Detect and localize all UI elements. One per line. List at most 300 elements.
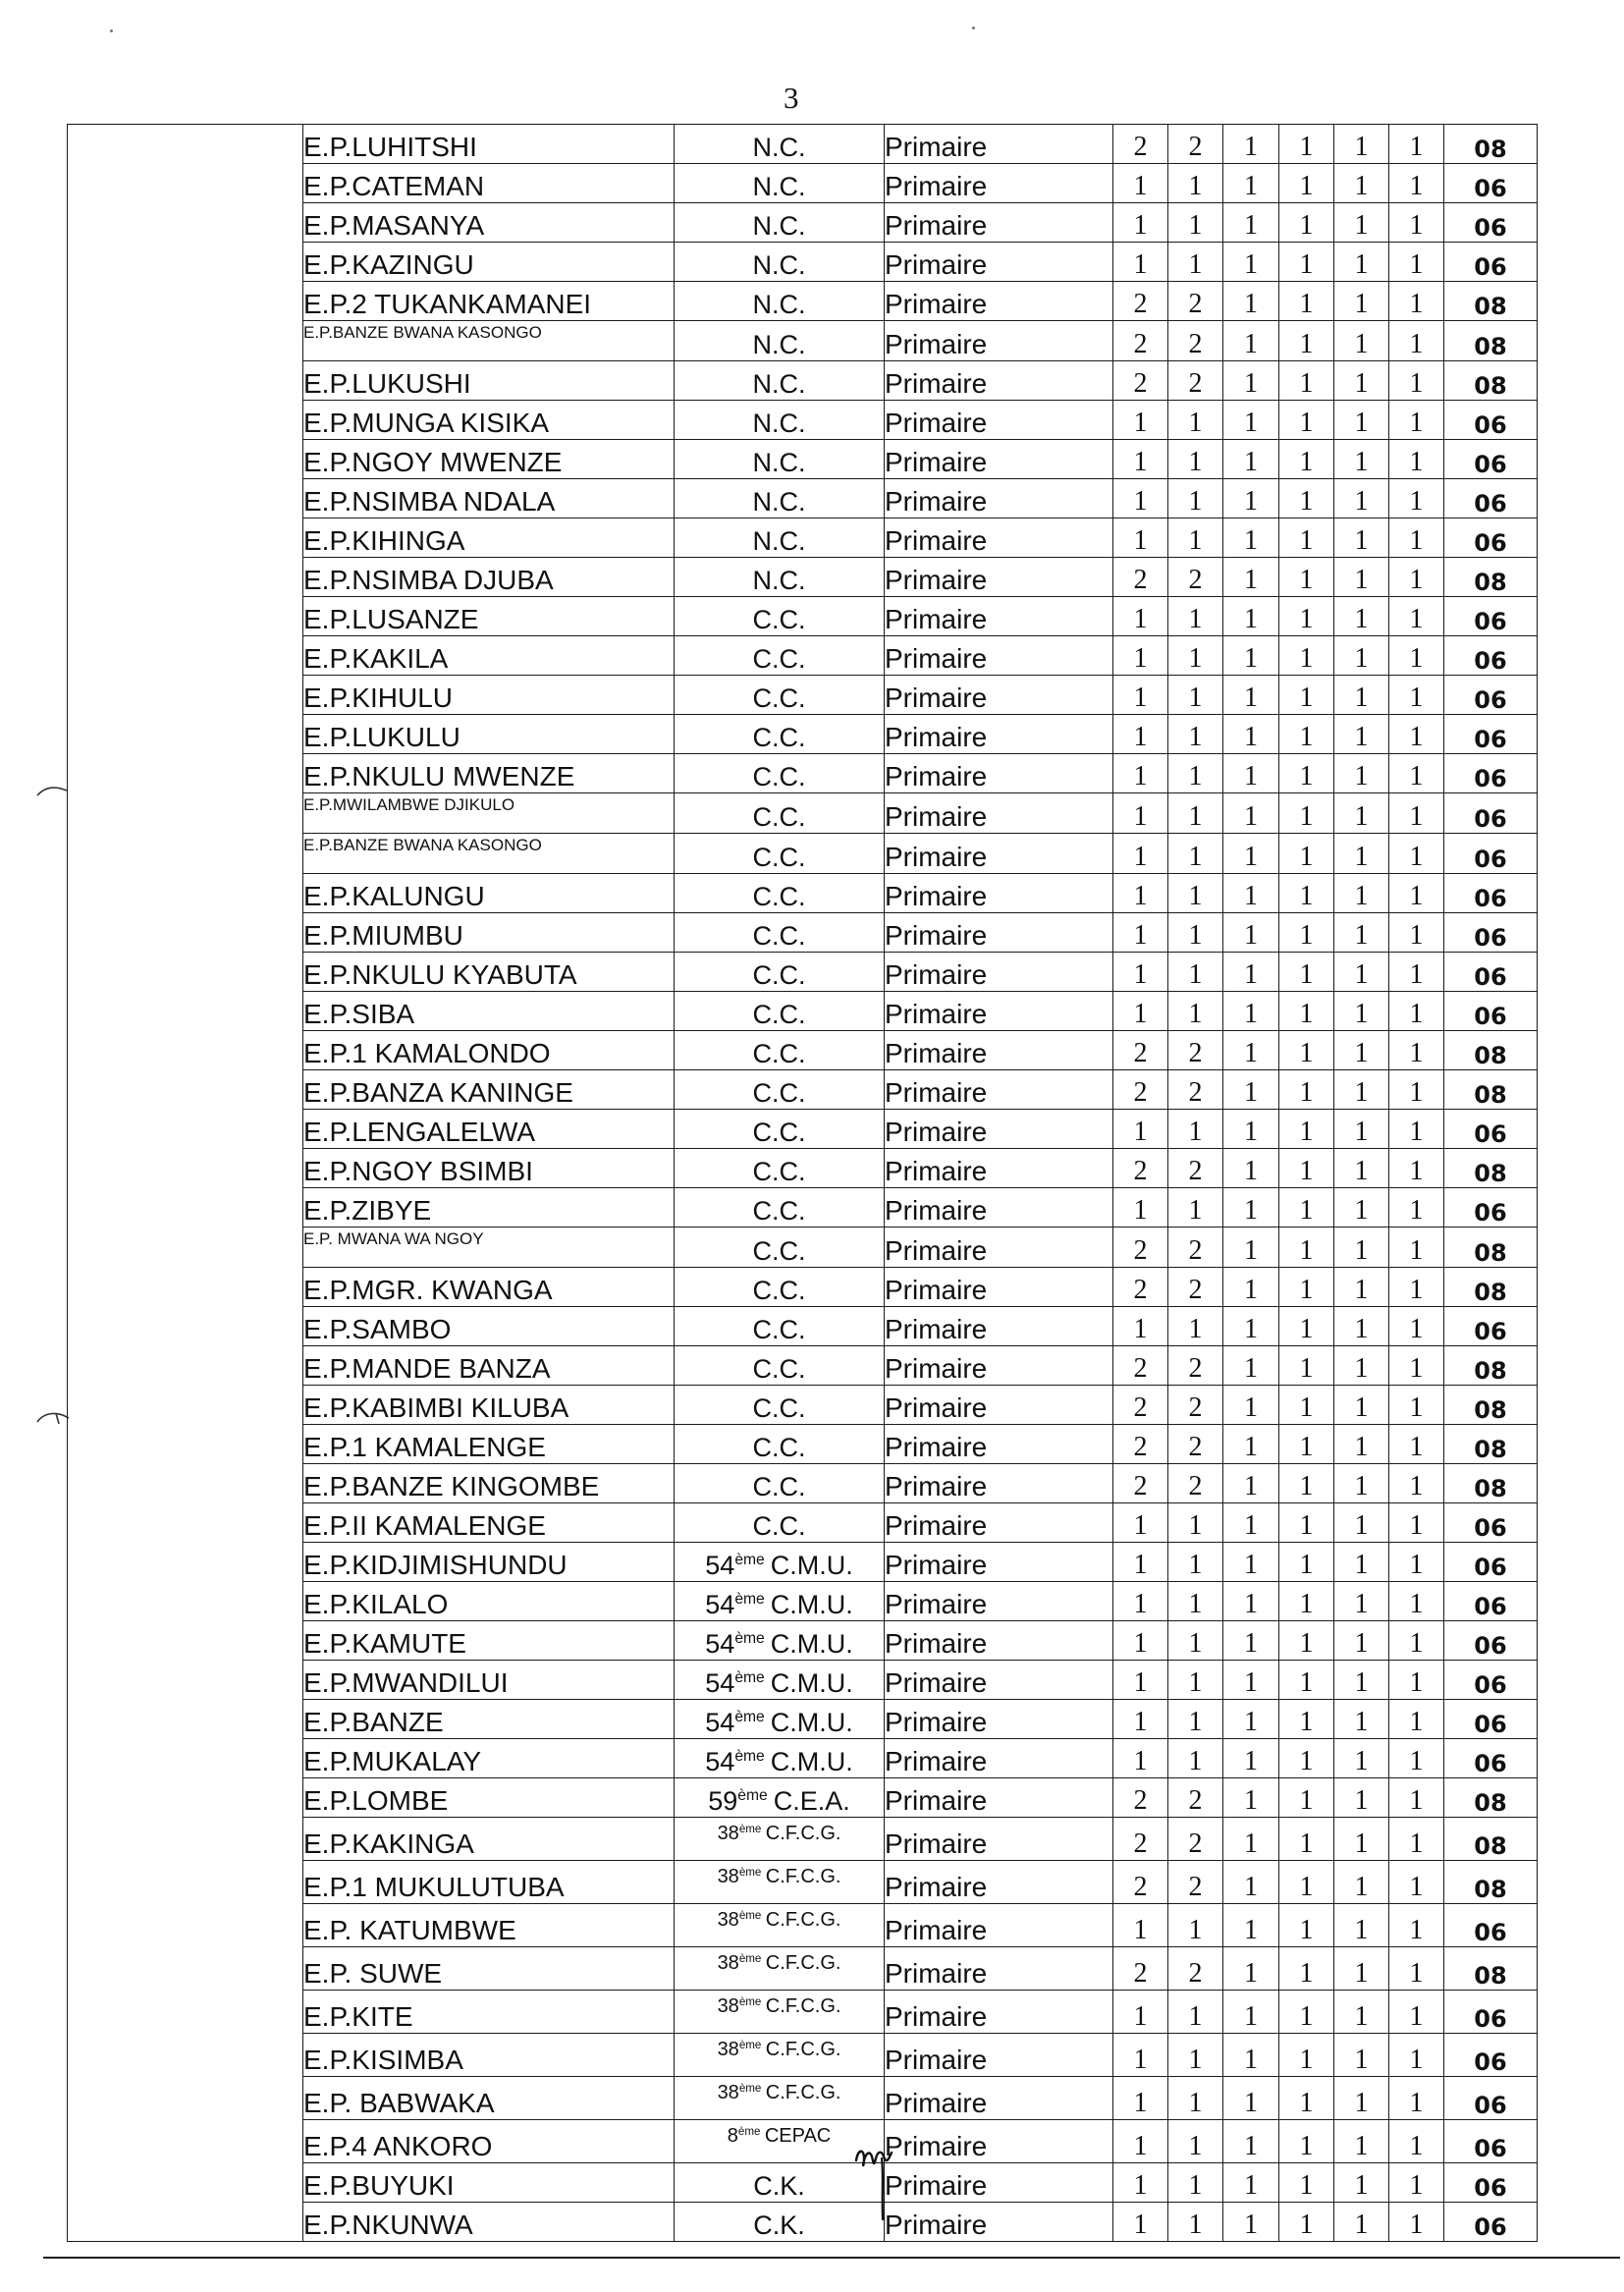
count-cell: 1 — [1113, 1904, 1168, 1947]
level-cell: Primaire — [885, 597, 1113, 636]
level-cell: Primaire — [885, 164, 1113, 203]
count-cell: 1 — [1334, 2077, 1389, 2120]
count-cell: 1 — [1389, 1778, 1444, 1818]
count-cell: 1 — [1389, 913, 1444, 953]
count-cell: 1 — [1334, 125, 1389, 164]
code-name: C.C. — [752, 605, 806, 634]
count-cell: 2 — [1113, 1818, 1168, 1861]
count-cell: 1 — [1223, 2077, 1279, 2120]
count-cell: 1 — [1168, 1503, 1223, 1543]
count-cell: 1 — [1223, 913, 1279, 953]
school-name-cell: E.P.KAMUTE — [303, 1621, 675, 1661]
code-name: N.C. — [752, 526, 806, 556]
count-cell: 1 — [1168, 1700, 1223, 1739]
count-cell: 1 — [1168, 953, 1223, 992]
code-name: C.C. — [752, 921, 806, 951]
total-cell: 08 — [1444, 1464, 1538, 1503]
level-cell: Primaire — [885, 834, 1113, 874]
count-cell: 1 — [1279, 992, 1334, 1031]
total-cell: 08 — [1444, 1228, 1538, 1268]
count-cell: 1 — [1279, 1818, 1334, 1861]
count-cell: 1 — [1113, 676, 1168, 715]
count-cell: 2 — [1113, 321, 1168, 361]
school-name-cell: E.P.SAMBO — [303, 1307, 675, 1346]
count-cell: 1 — [1389, 953, 1444, 992]
code-ordinal-superscript: ème — [734, 1669, 765, 1687]
total-cell: 08 — [1444, 282, 1538, 321]
count-cell: 1 — [1334, 597, 1389, 636]
count-cell: 2 — [1168, 361, 1223, 401]
code-name: C.C. — [752, 1472, 806, 1501]
code-name: C.C. — [752, 843, 806, 872]
page-number: 3 — [784, 81, 799, 115]
count-cell: 2 — [1168, 1268, 1223, 1307]
count-cell: 1 — [1334, 992, 1389, 1031]
count-cell: 1 — [1279, 1346, 1334, 1386]
total-cell: 08 — [1444, 1861, 1538, 1904]
organization-code-cell — [675, 2077, 885, 2120]
level-cell: Primaire — [885, 1904, 1113, 1947]
code-ordinal-superscript: ème — [734, 1709, 765, 1726]
total-cell: 08 — [1444, 558, 1538, 597]
code-name: C.M.U. — [770, 1590, 853, 1619]
table-body — [68, 125, 1538, 2242]
count-cell: 2 — [1168, 1070, 1223, 1110]
level-cell: Primaire — [885, 636, 1113, 676]
count-cell: 1 — [1168, 2163, 1223, 2203]
count-cell: 1 — [1168, 440, 1223, 479]
organization-code-cell — [675, 1228, 885, 1268]
school-name-cell: E.P. SUWE — [303, 1947, 675, 1991]
count-cell: 1 — [1223, 1991, 1279, 2034]
count-cell: 1 — [1389, 1661, 1444, 1700]
count-cell: 1 — [1279, 1661, 1334, 1700]
count-cell: 1 — [1389, 518, 1444, 558]
code-name: N.C. — [752, 250, 806, 280]
organization-code-cell — [675, 243, 885, 282]
code-name: C.C. — [752, 960, 806, 990]
total-cell: 06 — [1444, 440, 1538, 479]
count-cell: 1 — [1113, 1110, 1168, 1149]
count-cell: 1 — [1279, 636, 1334, 676]
level-cell: Primaire — [885, 953, 1113, 992]
count-cell: 1 — [1279, 1904, 1334, 1947]
total-cell: 06 — [1444, 2120, 1538, 2163]
level-cell: Primaire — [885, 2120, 1113, 2163]
count-cell: 1 — [1279, 1543, 1334, 1582]
count-cell: 2 — [1168, 1346, 1223, 1386]
organization-code-cell — [675, 715, 885, 754]
count-cell: 1 — [1334, 754, 1389, 793]
school-name-cell: E.P.MUNGA KISIKA — [303, 401, 675, 440]
count-cell: 1 — [1168, 2077, 1223, 2120]
count-cell: 1 — [1223, 1346, 1279, 1386]
count-cell: 2 — [1113, 125, 1168, 164]
count-cell: 1 — [1334, 558, 1389, 597]
count-cell: 1 — [1223, 754, 1279, 793]
organization-code-cell — [675, 440, 885, 479]
school-name-cell: E.P.MUKALAY — [303, 1739, 675, 1778]
count-cell: 1 — [1223, 2203, 1279, 2242]
count-cell: 1 — [1223, 676, 1279, 715]
level-cell: Primaire — [885, 992, 1113, 1031]
count-cell: 1 — [1223, 2120, 1279, 2163]
count-cell: 1 — [1223, 636, 1279, 676]
count-cell: 1 — [1279, 2203, 1334, 2242]
organization-code-cell — [675, 992, 885, 1031]
count-cell: 1 — [1279, 1582, 1334, 1621]
level-cell: Primaire — [885, 1268, 1113, 1307]
code-name: C.C. — [752, 1039, 806, 1068]
count-cell: 1 — [1389, 1621, 1444, 1661]
organization-code-cell — [675, 1861, 885, 1904]
code-ordinal-superscript: ème — [738, 1822, 762, 1835]
count-cell: 1 — [1113, 518, 1168, 558]
code-name: C.F.C.G. — [765, 1952, 841, 1974]
total-cell: 06 — [1444, 913, 1538, 953]
count-cell: 1 — [1113, 2203, 1168, 2242]
organization-code-cell — [675, 479, 885, 518]
total-cell: 06 — [1444, 597, 1538, 636]
count-cell: 1 — [1389, 1425, 1444, 1464]
level-cell: Primaire — [885, 401, 1113, 440]
school-name-cell: E.P.LUKUSHI — [303, 361, 675, 401]
count-cell: 1 — [1113, 793, 1168, 834]
level-cell: Primaire — [885, 1307, 1113, 1346]
count-cell: 1 — [1389, 164, 1444, 203]
count-cell: 1 — [1168, 1543, 1223, 1582]
school-name-cell: E.P.LUKULU — [303, 715, 675, 754]
total-cell: 08 — [1444, 1818, 1538, 1861]
signature-mark — [850, 2141, 911, 2223]
total-cell: 06 — [1444, 1188, 1538, 1228]
bottom-rule — [43, 2257, 1620, 2259]
count-cell: 1 — [1279, 1464, 1334, 1503]
count-cell: 1 — [1334, 1031, 1389, 1070]
count-cell: 1 — [1334, 676, 1389, 715]
count-cell: 1 — [1334, 321, 1389, 361]
count-cell: 1 — [1279, 953, 1334, 992]
total-cell: 06 — [1444, 874, 1538, 913]
count-cell: 1 — [1113, 874, 1168, 913]
code-number: 38 — [717, 2039, 739, 2060]
organization-code-cell — [675, 1991, 885, 2034]
count-cell: 1 — [1223, 203, 1279, 243]
count-cell: 1 — [1223, 361, 1279, 401]
count-cell: 1 — [1168, 2120, 1223, 2163]
count-cell: 1 — [1389, 676, 1444, 715]
organization-code-cell — [675, 1739, 885, 1778]
code-name: C.C. — [752, 1393, 806, 1423]
count-cell: 2 — [1168, 558, 1223, 597]
count-cell: 2 — [1113, 1425, 1168, 1464]
count-cell: 1 — [1168, 1307, 1223, 1346]
count-cell: 1 — [1279, 2120, 1334, 2163]
count-cell: 1 — [1113, 715, 1168, 754]
code-name: C.C. — [752, 762, 806, 791]
count-cell: 2 — [1168, 1149, 1223, 1188]
organization-code-cell — [675, 1307, 885, 1346]
school-name-cell: E.P. KATUMBWE — [303, 1904, 675, 1947]
scan-speck — [972, 27, 975, 29]
count-cell: 1 — [1389, 597, 1444, 636]
count-cell: 1 — [1223, 558, 1279, 597]
count-cell: 1 — [1334, 1268, 1389, 1307]
count-cell: 1 — [1389, 1904, 1444, 1947]
count-cell: 1 — [1113, 203, 1168, 243]
school-name-cell: E.P.NGOY BSIMBI — [303, 1149, 675, 1188]
school-name-cell: E.P.NSIMBA DJUBA — [303, 558, 675, 597]
school-name-cell: E.P.KABIMBI KILUBA — [303, 1386, 675, 1425]
level-cell: Primaire — [885, 203, 1113, 243]
total-cell: 08 — [1444, 1947, 1538, 1991]
level-cell: Primaire — [885, 321, 1113, 361]
count-cell: 1 — [1389, 1991, 1444, 2034]
count-cell: 1 — [1389, 1861, 1444, 1904]
level-cell: Primaire — [885, 125, 1113, 164]
count-cell: 2 — [1168, 282, 1223, 321]
school-name-cell: E.P.KIHINGA — [303, 518, 675, 558]
count-cell: 1 — [1223, 1904, 1279, 1947]
count-cell: 1 — [1279, 597, 1334, 636]
school-name-cell: E.P.KALUNGU — [303, 874, 675, 913]
organization-code-cell — [675, 164, 885, 203]
count-cell: 2 — [1168, 1778, 1223, 1818]
count-cell: 1 — [1389, 874, 1444, 913]
count-cell: 1 — [1113, 1582, 1168, 1621]
school-name-cell: E.P.MIUMBU — [303, 913, 675, 953]
count-cell: 1 — [1168, 676, 1223, 715]
level-cell: Primaire — [885, 243, 1113, 282]
count-cell: 1 — [1113, 1503, 1168, 1543]
organization-code-cell — [675, 874, 885, 913]
count-cell: 2 — [1113, 361, 1168, 401]
code-name: C.F.C.G. — [765, 1866, 841, 1887]
school-name-cell: E.P.KIDJIMISHUNDU — [303, 1543, 675, 1582]
level-cell: Primaire — [885, 2077, 1113, 2120]
level-cell: Primaire — [885, 282, 1113, 321]
count-cell: 1 — [1279, 834, 1334, 874]
total-cell: 08 — [1444, 1149, 1538, 1188]
total-cell: 06 — [1444, 203, 1538, 243]
count-cell: 1 — [1279, 754, 1334, 793]
count-cell: 2 — [1113, 1228, 1168, 1268]
count-cell: 2 — [1168, 1818, 1223, 1861]
level-cell: Primaire — [885, 361, 1113, 401]
code-name: C.M.U. — [770, 1747, 853, 1776]
count-cell: 1 — [1223, 1818, 1279, 1861]
count-cell: 1 — [1279, 1991, 1334, 2034]
code-name: N.C. — [752, 369, 806, 399]
count-cell: 1 — [1389, 203, 1444, 243]
count-cell: 1 — [1334, 1621, 1389, 1661]
scan-speck — [110, 29, 113, 32]
count-cell: 1 — [1334, 2034, 1389, 2077]
count-cell: 1 — [1389, 558, 1444, 597]
level-cell: Primaire — [885, 1070, 1113, 1110]
code-name: C.C. — [752, 1118, 806, 1147]
school-name-cell: E.P.II KAMALENGE — [303, 1503, 675, 1543]
count-cell: 2 — [1113, 1386, 1168, 1425]
count-cell: 1 — [1334, 636, 1389, 676]
count-cell: 1 — [1223, 2163, 1279, 2203]
count-cell: 1 — [1223, 1307, 1279, 1346]
count-cell: 1 — [1279, 2077, 1334, 2120]
count-cell: 1 — [1279, 1110, 1334, 1149]
count-cell: 1 — [1223, 321, 1279, 361]
code-name: C.F.C.G. — [765, 2082, 841, 2103]
code-name: C.C. — [752, 1078, 806, 1108]
count-cell: 1 — [1334, 1543, 1389, 1582]
count-cell: 1 — [1113, 992, 1168, 1031]
count-cell: 2 — [1113, 1947, 1168, 1991]
level-cell: Primaire — [885, 754, 1113, 793]
count-cell: 1 — [1223, 715, 1279, 754]
code-number: 54 — [705, 1551, 735, 1580]
total-cell: 06 — [1444, 479, 1538, 518]
count-cell: 1 — [1223, 953, 1279, 992]
count-cell: 1 — [1223, 164, 1279, 203]
count-cell: 1 — [1223, 1188, 1279, 1228]
count-cell: 1 — [1279, 203, 1334, 243]
count-cell: 1 — [1279, 1031, 1334, 1070]
school-name-cell: E.P.NGOY MWENZE — [303, 440, 675, 479]
count-cell: 1 — [1223, 479, 1279, 518]
total-cell: 06 — [1444, 518, 1538, 558]
total-cell: 06 — [1444, 953, 1538, 992]
code-ordinal-superscript: ème — [738, 1994, 762, 2008]
code-name: C.C. — [752, 882, 806, 911]
count-cell: 1 — [1113, 1188, 1168, 1228]
total-cell: 06 — [1444, 1904, 1538, 1947]
count-cell: 1 — [1334, 834, 1389, 874]
school-name-cell: E.P.MWILAMBWE DJIKULO — [303, 793, 675, 834]
organization-code-cell — [675, 1386, 885, 1425]
total-cell: 08 — [1444, 1386, 1538, 1425]
school-name-cell: E.P.BANZE KINGOMBE — [303, 1464, 675, 1503]
organization-code-cell — [675, 1346, 885, 1386]
school-name-cell: E.P.LUSANZE — [303, 597, 675, 636]
count-cell: 1 — [1168, 401, 1223, 440]
code-name: N.C. — [752, 211, 806, 241]
count-cell: 1 — [1168, 597, 1223, 636]
code-name: N.C. — [752, 133, 806, 162]
count-cell: 1 — [1279, 1149, 1334, 1188]
school-name-cell: E.P.LENGALELWA — [303, 1110, 675, 1149]
code-name: C.M.U. — [770, 1668, 853, 1698]
count-cell: 1 — [1334, 282, 1389, 321]
count-cell: 1 — [1389, 1543, 1444, 1582]
code-name: C.F.C.G. — [765, 1909, 841, 1931]
level-cell: Primaire — [885, 1346, 1113, 1386]
level-cell: Primaire — [885, 1582, 1113, 1621]
code-name: CEPAC — [764, 2125, 832, 2147]
organization-code-cell — [675, 1110, 885, 1149]
count-cell: 1 — [1334, 1778, 1389, 1818]
level-cell: Primaire — [885, 2163, 1113, 2203]
count-cell: 1 — [1223, 874, 1279, 913]
count-cell: 2 — [1168, 1464, 1223, 1503]
total-cell: 06 — [1444, 1110, 1538, 1149]
total-cell: 06 — [1444, 2203, 1538, 2242]
organization-code-cell — [675, 676, 885, 715]
count-cell: 2 — [1168, 1425, 1223, 1464]
count-cell: 1 — [1113, 1307, 1168, 1346]
code-name: N.C. — [752, 330, 806, 359]
level-cell: Primaire — [885, 715, 1113, 754]
code-number: 54 — [705, 1668, 735, 1698]
count-cell: 1 — [1279, 1861, 1334, 1904]
count-cell: 1 — [1279, 440, 1334, 479]
level-cell: Primaire — [885, 1503, 1113, 1543]
count-cell: 1 — [1389, 401, 1444, 440]
count-cell: 1 — [1113, 1991, 1168, 2034]
count-cell: 1 — [1113, 1700, 1168, 1739]
level-cell: Primaire — [885, 2034, 1113, 2077]
count-cell: 1 — [1389, 1503, 1444, 1543]
count-cell: 1 — [1279, 401, 1334, 440]
total-cell: 06 — [1444, 1661, 1538, 1700]
count-cell: 1 — [1168, 793, 1223, 834]
count-cell: 1 — [1389, 1346, 1444, 1386]
schools-table — [67, 124, 1538, 2242]
level-cell: Primaire — [885, 518, 1113, 558]
count-cell: 1 — [1389, 125, 1444, 164]
count-cell: 1 — [1168, 164, 1223, 203]
organization-code-cell — [675, 834, 885, 874]
total-cell: 06 — [1444, 401, 1538, 440]
count-cell: 1 — [1389, 479, 1444, 518]
count-cell: 1 — [1389, 1739, 1444, 1778]
organization-code-cell — [675, 1031, 885, 1070]
total-cell: 06 — [1444, 2077, 1538, 2120]
organization-code-cell — [675, 1778, 885, 1818]
level-cell: Primaire — [885, 1947, 1113, 1991]
count-cell: 1 — [1168, 754, 1223, 793]
organization-code-cell — [675, 1947, 885, 1991]
organization-code-cell — [675, 1543, 885, 1582]
school-name-cell: E.P.SIBA — [303, 992, 675, 1031]
count-cell: 1 — [1334, 1661, 1389, 1700]
organization-code-cell — [675, 793, 885, 834]
count-cell: 1 — [1334, 1503, 1389, 1543]
organization-code-cell — [675, 953, 885, 992]
count-cell: 2 — [1113, 1778, 1168, 1818]
code-ordinal-superscript: ème — [738, 1865, 762, 1879]
organization-code-cell — [675, 1188, 885, 1228]
code-name: C.F.C.G. — [765, 1995, 841, 2017]
count-cell: 1 — [1389, 1582, 1444, 1621]
code-name: C.M.U. — [770, 1708, 853, 1737]
school-name-cell: E.P.BANZE BWANA KASONGO — [303, 321, 675, 361]
code-name: C.C. — [752, 1354, 806, 1384]
count-cell: 1 — [1113, 913, 1168, 953]
total-cell: 06 — [1444, 715, 1538, 754]
code-name: C.C. — [752, 1315, 806, 1344]
count-cell: 2 — [1113, 1346, 1168, 1386]
organization-code-cell — [675, 1425, 885, 1464]
count-cell: 1 — [1279, 558, 1334, 597]
code-number: 54 — [705, 1747, 735, 1776]
code-name: N.C. — [752, 290, 806, 319]
count-cell: 1 — [1389, 243, 1444, 282]
total-cell: 08 — [1444, 321, 1538, 361]
count-cell: 1 — [1389, 1228, 1444, 1268]
count-cell: 1 — [1113, 401, 1168, 440]
count-cell: 1 — [1389, 793, 1444, 834]
count-cell: 1 — [1279, 125, 1334, 164]
organization-code-cell — [675, 1904, 885, 1947]
